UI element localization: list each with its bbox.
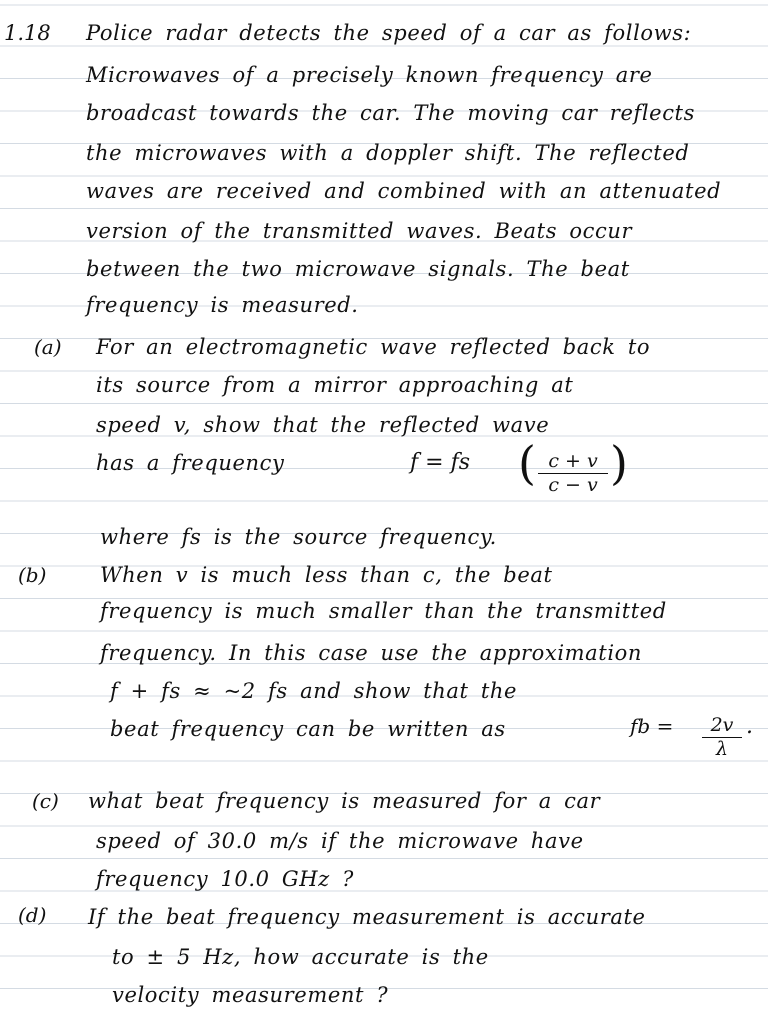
intro-line-2: Microwaves of a precisely known frequency are <box>86 63 653 87</box>
part-a-paren-left: ( <box>518 436 536 490</box>
problem-number: 1.18 <box>4 21 51 45</box>
intro-line-7: between the two microwave signals. The beat <box>86 257 630 281</box>
part-a-formula-lhs: f = fs <box>410 450 470 475</box>
part-a-line-3: speed v, show that the reflected wave <box>96 413 550 437</box>
part-a-after: where fs is the source frequency. <box>100 525 497 549</box>
intro-line-4: the microwaves with a doppler shift. The reflected <box>86 141 690 165</box>
part-b-end-mark: . <box>746 714 753 739</box>
part-a-numerator: c + v <box>538 450 608 474</box>
part-c-line-1: what beat frequency is measured for a car <box>88 789 601 813</box>
part-d-line-1: If the beat frequency measurement is accurate <box>88 905 646 929</box>
part-a-line-4: has a frequency <box>96 451 285 475</box>
part-a-paren-right: ) <box>610 436 628 490</box>
part-d-line-3: velocity measurement ? <box>112 983 389 1007</box>
part-b-fraction <box>702 714 742 760</box>
part-b-line-3: frequency. In this case use the approximation <box>100 641 643 665</box>
part-d-label: (d) <box>18 903 47 927</box>
part-a-line-1: For an electromagnetic wave reflected back to <box>96 335 651 359</box>
intro-line-3: broadcast towards the car. The moving car reflects <box>86 101 695 125</box>
intro-line-1: Police radar detects the speed of a car as follows: <box>86 21 692 45</box>
part-b-denominator: λ <box>715 738 729 760</box>
part-b-line-1: When v is much less than c, the beat <box>100 563 553 587</box>
part-b-line-5: beat frequency can be written as <box>110 717 506 741</box>
part-c-line-3: frequency 10.0 GHz ? <box>96 867 354 891</box>
part-c-line-2: speed of 30.0 m/s if the microwave have <box>96 829 584 853</box>
part-b-line-4: f + fs ≈ ~2 fs and show that the <box>110 679 518 703</box>
part-a-label: (a) <box>34 335 62 359</box>
intro-line-6: version of the transmitted waves. Beats occur <box>86 219 633 243</box>
part-b-label: (b) <box>18 563 47 587</box>
intro-line-5: waves are received and combined with an attenuated <box>86 179 722 203</box>
part-a-line-2: its source from a mirror approaching at <box>96 373 574 397</box>
part-d-line-2: to ± 5 Hz, how accurate is the <box>112 945 489 969</box>
part-b-formula-lhs: fb = <box>630 714 674 738</box>
part-a-fraction <box>538 450 608 496</box>
part-c-label: (c) <box>32 789 59 813</box>
part-b-line-2: frequency is much smaller than the transmitted <box>100 599 667 623</box>
intro-line-8: frequency is measured. <box>86 293 359 317</box>
part-b-numerator: 2v <box>702 714 742 738</box>
part-a-denominator: c − v <box>548 474 598 496</box>
